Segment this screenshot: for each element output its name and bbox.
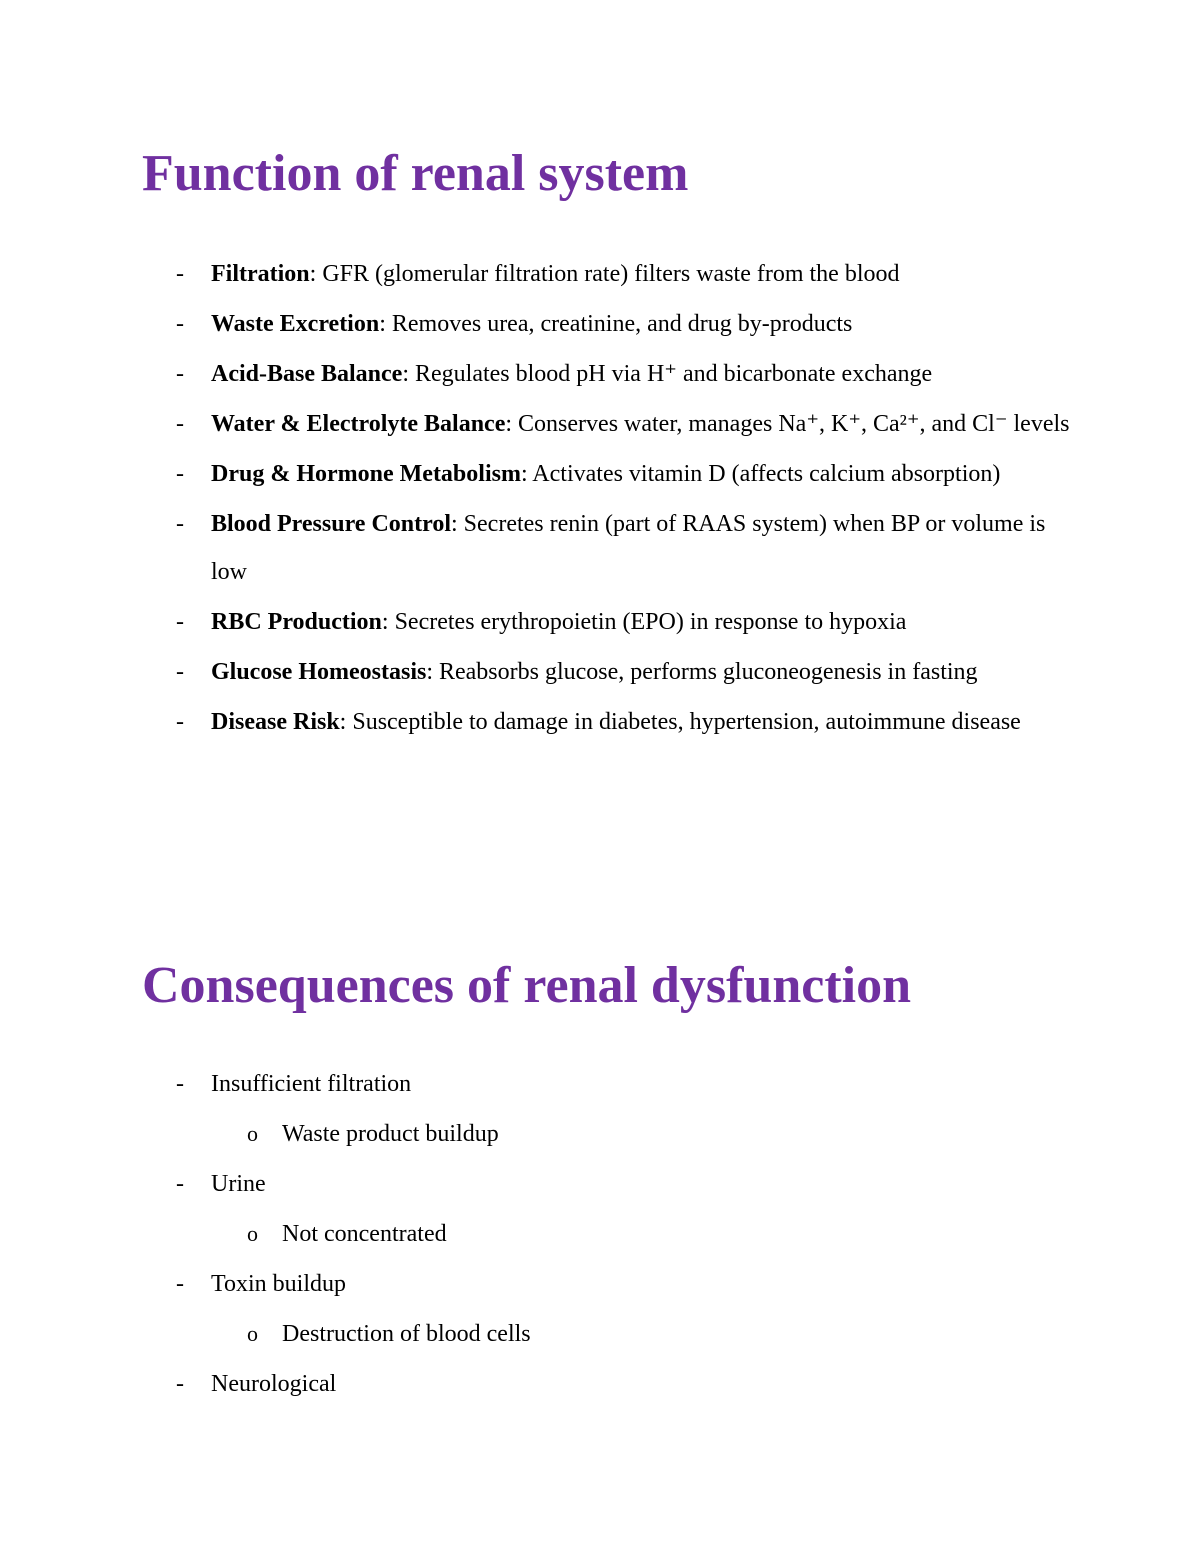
consequences-list [0,1060,1071,1410]
item-label: Toxin buildup [211,1271,346,1297]
list-item [0,250,1071,298]
list-item [0,500,1071,596]
list-item [0,648,1071,696]
dash-bullet: - [176,709,184,735]
sub-item-label: Destruction of blood cells [282,1321,531,1347]
dash-bullet: - [176,609,184,635]
item-description: : Activates vitamin D (affects calcium absorption) [520,461,1001,487]
dash-bullet: - [176,511,184,537]
item-label: Insufficient filtration [211,1071,412,1097]
dash-bullet: - [176,1071,184,1097]
item-description: : Removes urea, creatinine, and drug by-products [379,311,853,337]
circle-bullet: o [247,1121,258,1146]
dash-bullet: - [176,1171,184,1197]
list-item [0,400,1071,448]
section-heading-consequences: Consequences of renal dysfunction [142,957,912,1014]
item-term: Glucose Homeostasis [211,659,427,685]
list-item [0,1260,1071,1308]
item-description: : Conserves water, manages Na⁺, K⁺, Ca²⁺, and Cl⁻ levels [505,411,1070,437]
sub-item-label: Not concentrated [282,1221,447,1247]
item-description: : Susceptible to damage in diabetes, hypertension, autoimmune disease [339,709,1021,735]
sub-item-label: Waste product buildup [282,1121,499,1147]
list-item [0,450,1071,498]
item-term: RBC Production [211,609,382,635]
item-term: Blood Pressure Control [211,511,452,537]
dash-bullet: - [176,659,184,685]
list-item [0,1160,1071,1208]
list-item [0,1360,1071,1408]
sub-list-item [0,1310,1071,1358]
item-description: : Regulates blood pH via H⁺ and bicarbonate exchange [402,361,933,387]
item-description: : Secretes renin (part of RAAS system) when BP or volume is low [211,511,1046,585]
item-description: : Reabsorbs glucose, performs gluconeogenesis in fasting [426,659,978,685]
item-label: Neurological [211,1371,337,1397]
list-item [0,1060,1071,1108]
sub-list-item [0,1210,1071,1258]
section-heading-function: Function of renal system [142,145,689,202]
item-term: Drug & Hormone Metabolism [211,461,521,487]
item-term: Filtration [211,261,310,287]
list-item [0,300,1071,348]
list-item [0,698,1071,746]
circle-bullet: o [247,1321,258,1346]
item-term: Disease Risk [211,709,340,735]
function-list [0,250,1071,748]
list-item [0,350,1071,398]
item-term: Acid-Base Balance [211,361,403,387]
circle-bullet: o [247,1221,258,1246]
item-term: Water & Electrolyte Balance [211,411,506,437]
dash-bullet: - [176,261,184,287]
dash-bullet: - [176,411,184,437]
dash-bullet: - [176,461,184,487]
item-description: : GFR (glomerular filtration rate) filters waste from the blood [309,261,900,287]
item-term: Waste Excretion [211,311,380,337]
dash-bullet: - [176,361,184,387]
item-description: : Secretes erythropoietin (EPO) in response to hypoxia [381,609,907,635]
item-label: Urine [211,1171,266,1197]
sub-list-item [0,1110,1071,1158]
dash-bullet: - [176,311,184,337]
dash-bullet: - [176,1271,184,1297]
dash-bullet: - [176,1371,184,1397]
list-item [0,598,1071,646]
